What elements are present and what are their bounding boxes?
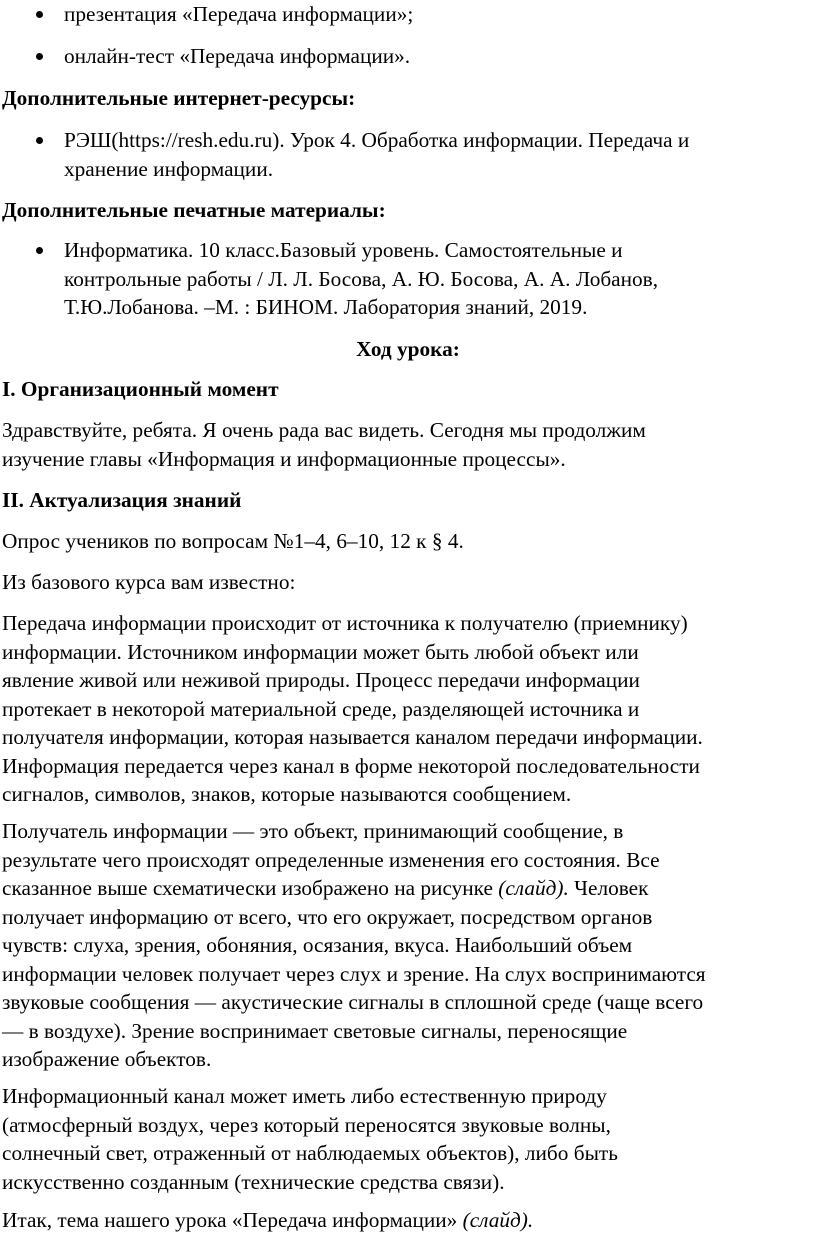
bullet-icon [36,11,43,18]
list-item [64,236,804,322]
list-item-text: онлайн-тест «Передача информации». [64,44,411,68]
section-heading: II. Актуализация знаний [2,488,242,512]
bullet-icon [36,247,43,254]
paragraph: Из базового курса вам известно: [2,570,296,594]
section-heading: Дополнительные интернет-ресурсы: [2,86,356,110]
paragraph: Получатель информации — это объект, принимающий сообщение, в результате чего происходят определенные изменения его состояния. Все сказанное выше схематически изображено на рисунке (слайд). Человек получает информацию от всего, что его окружает, посредством органов чувств: слуха, зрения, обоняния, осязания, вкуса. Наибольший объем информации человек получает через слух и зрение. На слух воспринимаются звуковые сообщения — акустические сигналы в сплошной среде (чаще всего — в воздухе). Зрение воспринимает световые сигналы, переносящие изображение объектов. [2,819,706,1071]
list-item-text: Информатика. 10 класс.Базовый уровень. Самостоятельные и контрольные работы / Л. Л. Босова, А. Ю. Босова, А. А. Лобанов, Т.Ю.Лобанова. –М. : БИНОМ. Лаборатория знаний, 2019. [64,238,659,319]
section-heading: Дополнительные печатные материалы: [2,198,386,222]
paragraph: Информационный канал может иметь либо естественную природу (атмосферный воздух, через который переносятся звуковые волны, солнечный свет, отраженный от наблюдаемых объектов), либо быть искусственно созданным (технические средства связи). [2,1084,618,1194]
section-heading: I. Организационный момент [2,377,279,401]
list-item-text: презентация «Передача информации»; [64,2,414,26]
list-item [64,126,804,183]
list-item-text: РЭШ(https://resh.edu.ru). Урок 4. Обработка информации. Передача и хранение информации. [64,128,690,181]
slide-note: (слайд). [498,876,569,900]
list-item [64,0,804,29]
lesson-title: Ход урока: [356,337,460,361]
paragraph: Здравствуйте, ребята. Я очень рада вас видеть. Сегодня мы продолжим изучение главы «Информация и информационные процессы». [2,418,646,471]
list-item [64,42,804,71]
bullet-icon [36,53,43,60]
bullet-icon [36,137,43,144]
paragraph: Передача информации происходит от источника к получателю (приемнику) информации. Источником информации может быть любой объект или явление живой или неживой природы. Процесс передачи информации протекает в некоторой материальной среде, разделяющей источника и получателя информации, которая называется каналом передачи информации. Информация передается через канал в форме некоторой последовательности сигналов, символов, знаков, которые называются сообщением. [2,611,703,806]
paragraph: Итак, тема нашего урока «Передача информации» (слайд). [2,1208,534,1232]
paragraph: Опрос учеников по вопросам №1–4, 6–10, 12 к § 4. [2,529,464,553]
slide-note: (слайд). [462,1208,534,1232]
